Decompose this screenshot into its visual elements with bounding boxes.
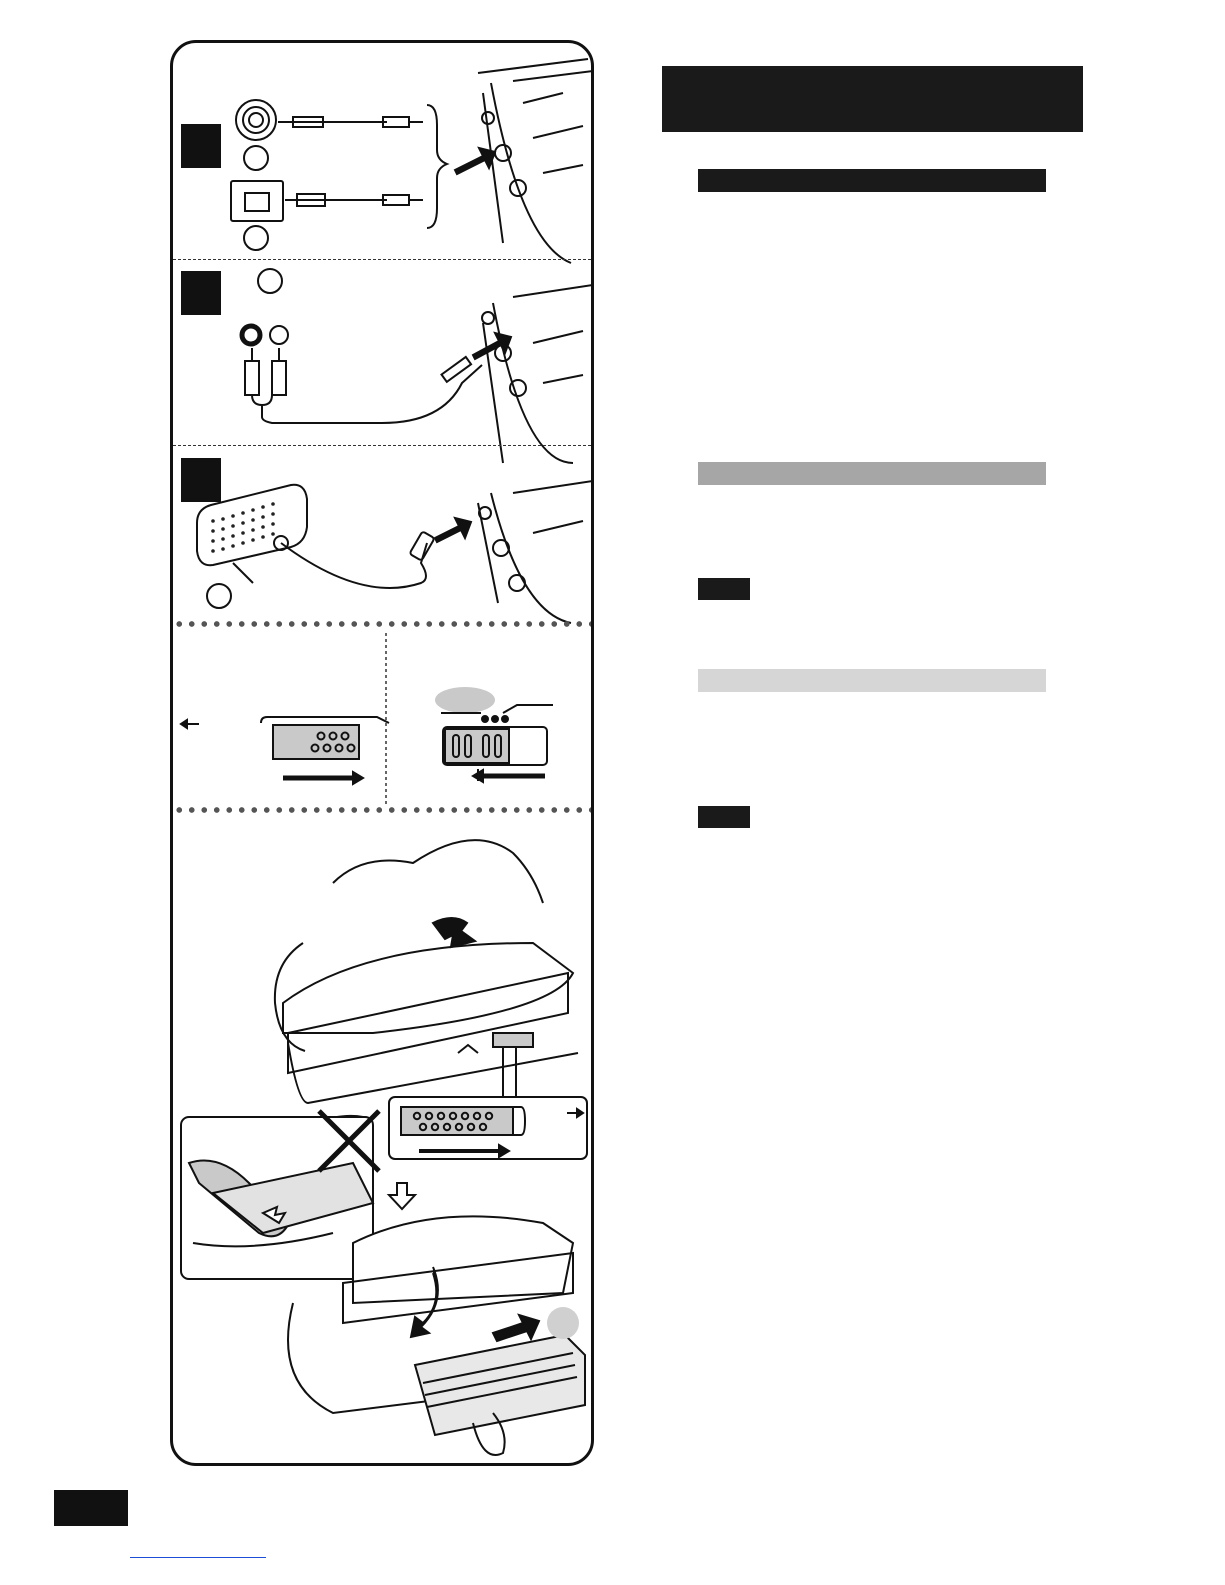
divider-2	[173, 445, 591, 446]
section-3-drawing	[197, 481, 593, 623]
arrow-down-outline-icon	[389, 1183, 415, 1209]
illustration-panel	[170, 40, 594, 1466]
section-1-drawing	[231, 59, 593, 263]
section-2-drawing	[242, 269, 593, 463]
dotted-divider-1	[173, 620, 591, 628]
note-label-2	[698, 806, 750, 828]
inset-warning	[181, 1111, 379, 1279]
footer-link-underline[interactable]	[130, 1557, 266, 1558]
inset-switch	[389, 1097, 587, 1159]
step-3-marker	[181, 458, 221, 502]
page-number-box	[54, 1490, 128, 1526]
step-2-marker	[181, 271, 221, 315]
switch-drawing-right	[435, 687, 553, 782]
illustration-drawings	[173, 43, 594, 1466]
page-title-bar	[662, 66, 1083, 132]
switch-drawing-left	[181, 717, 389, 784]
dotted-divider-2	[173, 806, 591, 814]
divider-1	[173, 259, 591, 260]
section-a-header	[698, 169, 1046, 192]
section-c-header	[698, 669, 1046, 692]
section-b-header	[698, 462, 1046, 485]
note-label-1	[698, 578, 750, 600]
